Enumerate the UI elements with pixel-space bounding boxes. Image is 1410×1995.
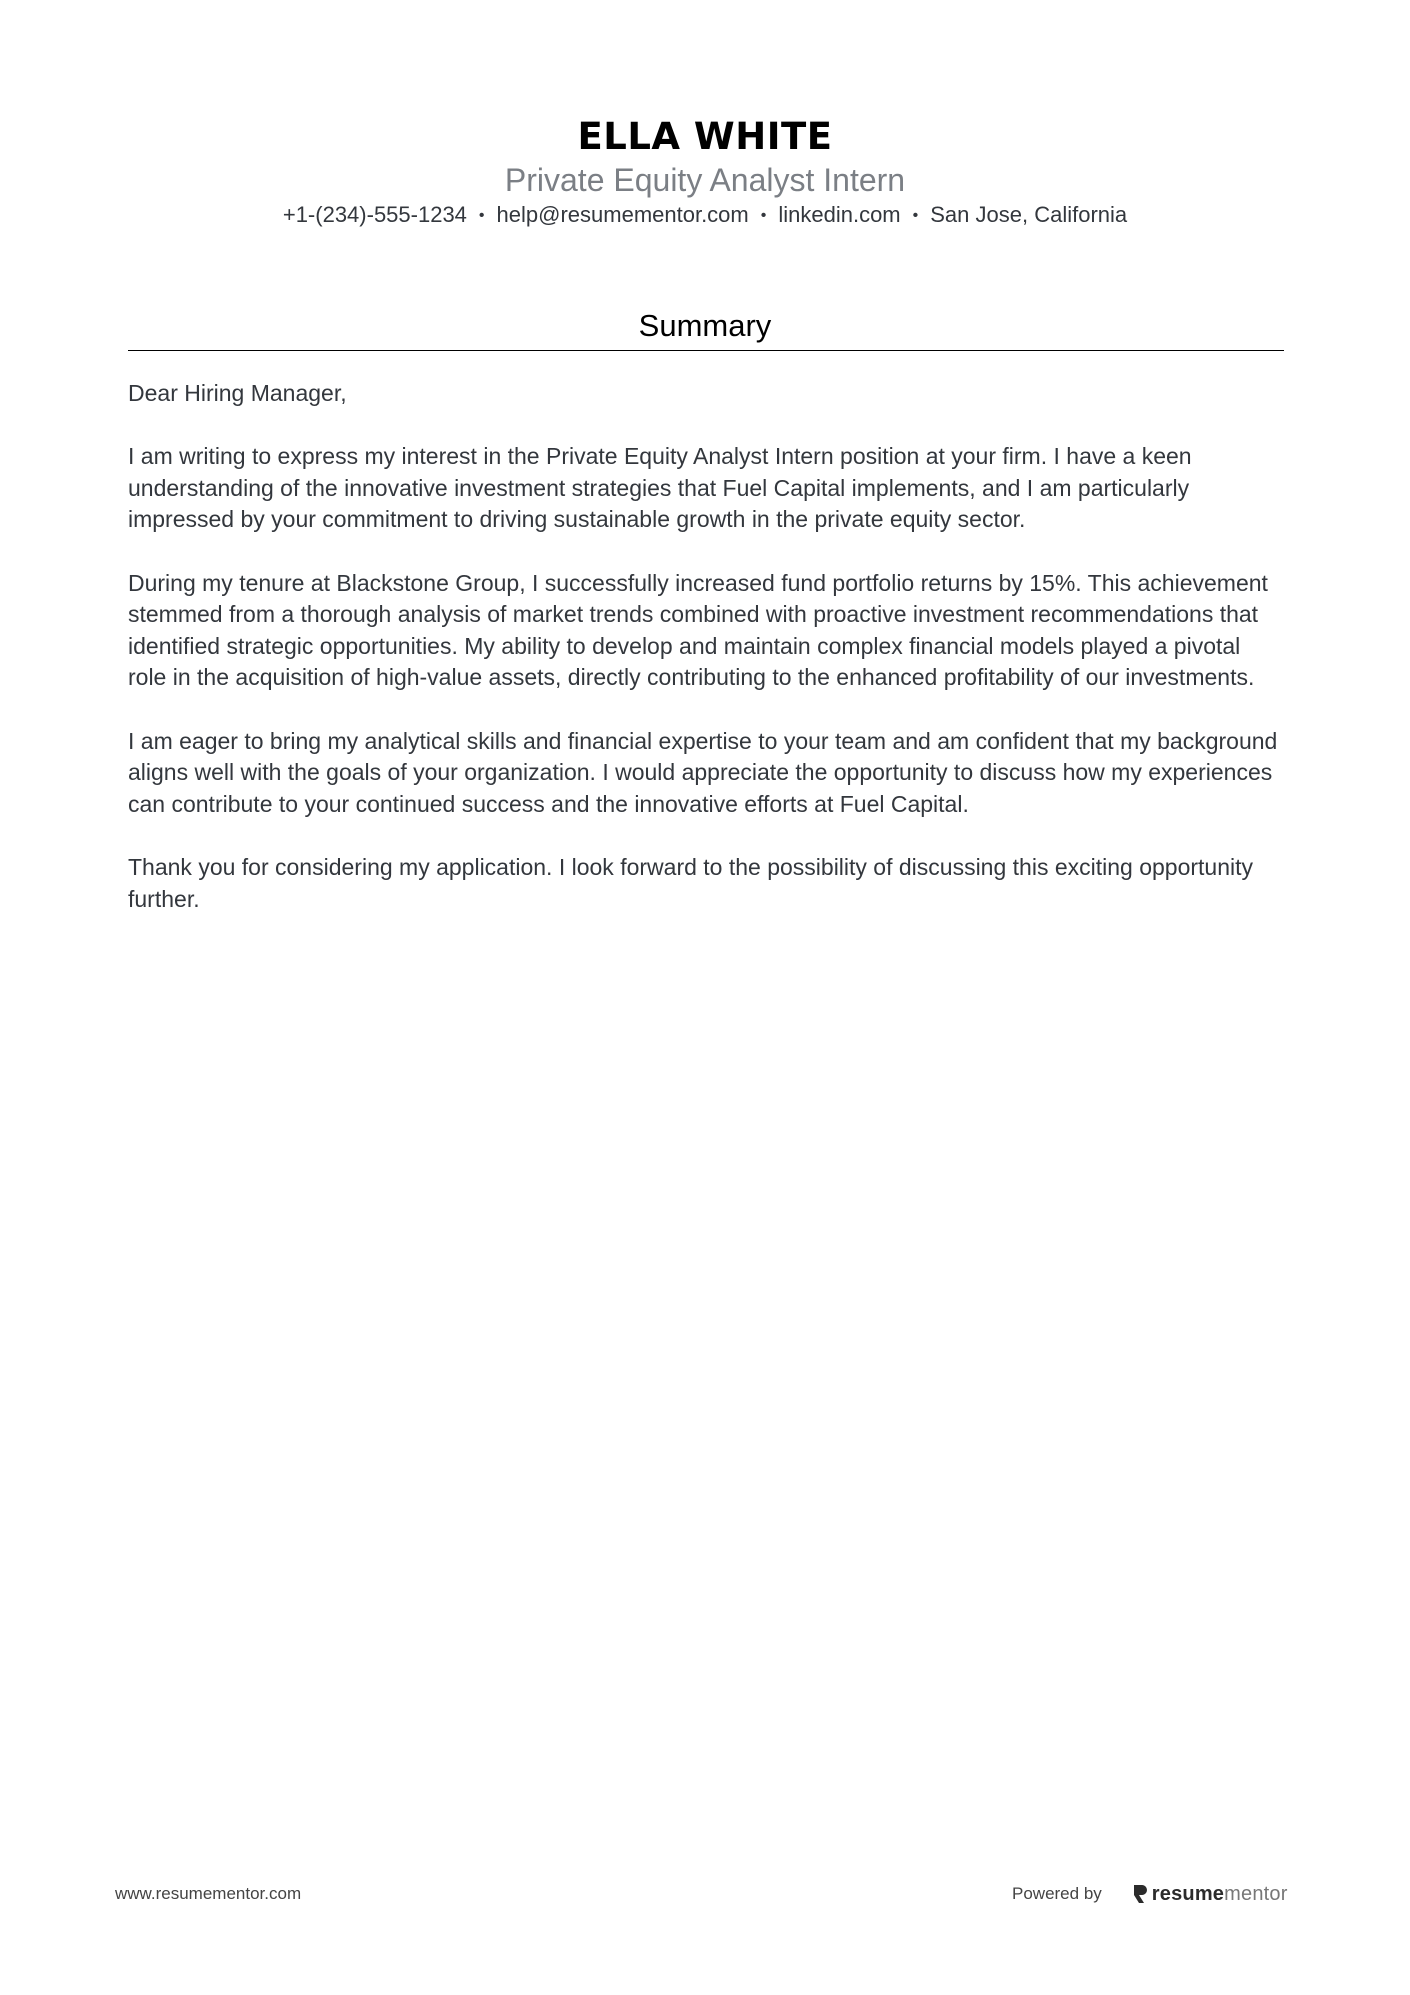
separator-dot: • [912,207,919,224]
contact-phone: +1-(234)-555-1234 [282,202,467,227]
logo-wordmark [1152,1883,1288,1906]
logo-wordmark-bold: resume [1151,1882,1225,1905]
cover-letter-body [128,378,1284,947]
footer-branding [1012,1880,1288,1908]
job-title: Private Equity Analyst Intern [504,162,906,198]
letter-paragraph: During my tenure at Blackstone Group, I successfully increased fund portfolio returns by 15%. This achievement stemmed from a thorough analysis of market trends combined with proactive investment recommendations that identified strategic opportunities. My ability to develop and maintain complex financial models played a pivotal role in the acquisition of high-value assets, directly contributing to the enhanced profitability of our investments. [128,569,1268,691]
letter-paragraph: Thank you for considering my application. I look forward to the possibility of discussing this exciting opportunity further. [128,853,1254,912]
resumementor-logo-icon [1132,1884,1148,1904]
powered-by-label: Powered by [1012,1884,1102,1903]
section-title: Summary [638,308,772,343]
contact-linkedin[interactable]: linkedin.com [778,202,901,227]
letter-greeting: Dear Hiring Manager, [128,380,347,406]
letter-paragraph: I am eager to bring my analytical skills and financial expertise to your team and am confident that my background aligns well with the goals of your organization. I would appreciate the opportunity to discuss how my experiences can contribute to your continued success and the innovative efforts at Fuel Capital. [128,727,1278,817]
logo-wordmark-light: mentor [1224,1882,1288,1905]
contact-line [0,200,1410,231]
resumementor-logo[interactable] [1132,1883,1288,1906]
resume-header [0,112,1410,231]
section-divider [128,350,1284,351]
contact-email[interactable]: help@resumementor.com [496,202,749,227]
footer-website[interactable]: www.resumementor.com [115,1884,302,1903]
separator-dot: • [478,207,485,224]
letter-paragraph: I am writing to express my interest in the Private Equity Analyst Intern position at your firm. I have a keen understanding of the innovative investment strategies that Fuel Capital implements, and I am particularly impressed by your commitment to driving sustainable growth in the private equity sector. [128,443,1192,533]
contact-location: San Jose, California [930,202,1128,227]
candidate-name: ELLA WHITE [577,115,833,158]
separator-dot: • [760,207,767,224]
